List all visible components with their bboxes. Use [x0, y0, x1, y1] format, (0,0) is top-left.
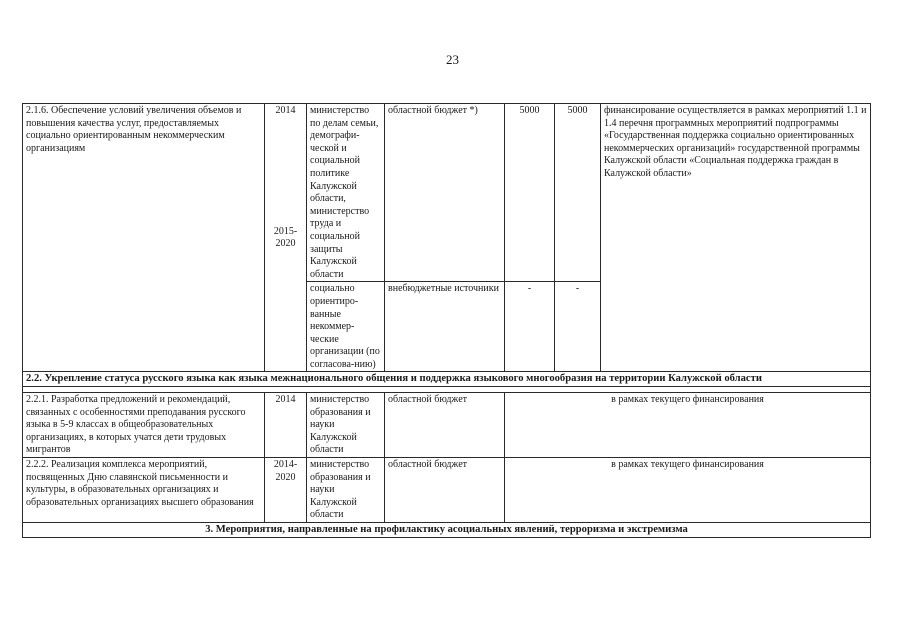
- amount-cell: 5000: [555, 104, 601, 282]
- year-value: 2015-2020: [273, 225, 298, 250]
- table-row-2-1-6: [23, 104, 871, 282]
- event-cell: 2.1.6. Обеспечение условий увеличения объемов и повышения качества услуг, предоставляемых социально ориентированным некоммерческим организациям: [23, 104, 265, 372]
- executor-cell: министерство по делам семьи, демографи-ческой и социальной политике Калужской области, министерство труда и социальной защиты Калужской области: [307, 104, 385, 282]
- event-cell: 2.2.2. Реализация комплекса мероприятий, посвященных Дню славянской письменности и культуры, в образовательных организациях и образовательных организациях высшего образования: [23, 458, 265, 523]
- year-value: 2014: [275, 105, 296, 116]
- budget-source-cell: областной бюджет: [385, 458, 505, 523]
- financing-cell: в рамках текущего финансирования: [505, 393, 871, 458]
- year-cell: [265, 104, 307, 372]
- table-row-2-2-1: [23, 393, 871, 458]
- budget-source-cell: внебюджетные источники: [385, 282, 505, 372]
- year-cell: 2014-2020: [265, 458, 307, 523]
- program-events-table: [22, 103, 871, 538]
- budget-source-cell: областной бюджет: [385, 393, 505, 458]
- amount-cell: 5000: [505, 104, 555, 282]
- event-cell: 2.2.1. Разработка предложений и рекомендаций, связанных с особенностями преподавания русского языка в 5-9 классах в общеобразовательных организациях, в которых учатся дети трудовых мигрантов: [23, 393, 265, 458]
- amount-cell: -: [555, 282, 601, 372]
- budget-source-cell: областной бюджет *): [385, 104, 505, 282]
- page-number: 23: [446, 52, 459, 67]
- section-heading: 2.2. Укрепление статуса русского языка как языка межнационального общения и поддержка языкового многообразия на территории Калужской области: [23, 372, 871, 387]
- executor-cell: министерство образования и науки Калужской области: [307, 393, 385, 458]
- note-cell: финансирование осуществляется в рамках мероприятий 1.1 и 1.4 перечня программных мероприятий подпрограммы «Государственная поддержка социально ориентированных некоммерческих организаций» государственной программы Калужской области «Социальная поддержка граждан в Калужской области»: [601, 104, 871, 372]
- financing-cell: в рамках текущего финансирования: [505, 458, 871, 523]
- year-cell: 2014: [265, 393, 307, 458]
- amount-cell: -: [505, 282, 555, 372]
- table-row-2-2-2: [23, 458, 871, 523]
- executor-cell: социально ориентиро-ванные некоммер-ческие организации (по согласова-нию): [307, 282, 385, 372]
- executor-cell: министерство образования и науки Калужской области: [307, 458, 385, 523]
- section-heading: 3. Мероприятия, направленные на профилактику асоциальных явлений, терроризма и экстремизма: [23, 523, 871, 538]
- section-heading-row: [23, 372, 871, 387]
- section-heading-row: [23, 523, 871, 538]
